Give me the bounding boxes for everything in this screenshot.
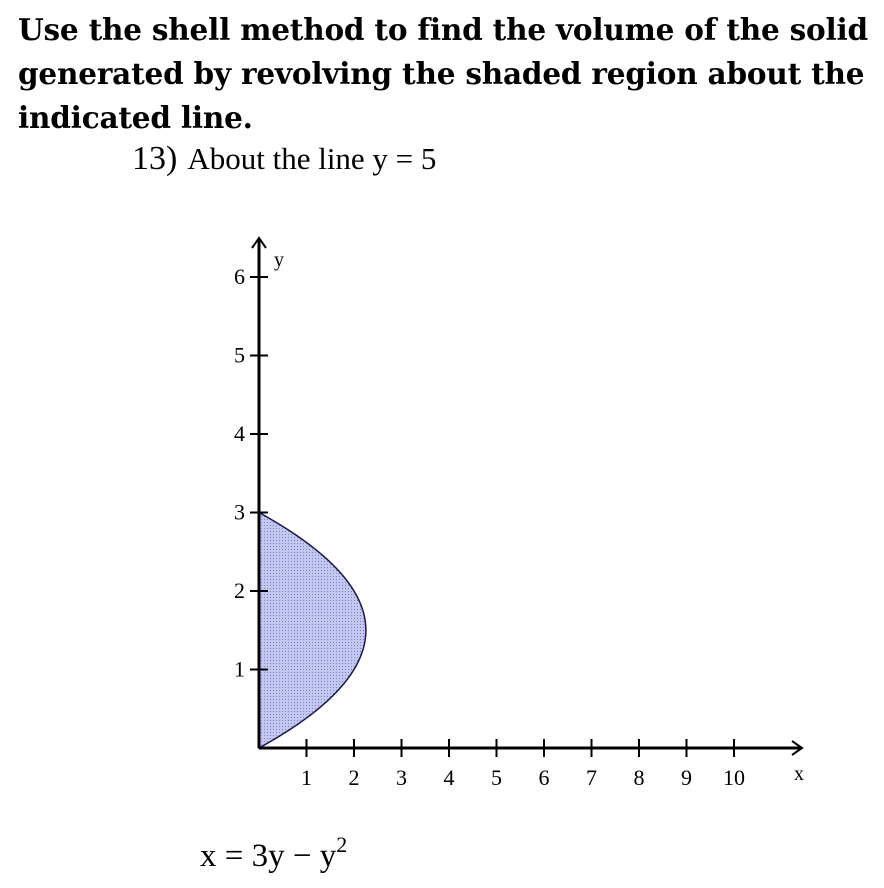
x-tick-label: 9 (681, 765, 692, 790)
shaded-region (259, 513, 366, 749)
x-tick-label: 7 (586, 765, 597, 790)
x-tick-label: 3 (396, 765, 407, 790)
x-tick-label: 1 (301, 765, 312, 790)
x-tick-label: 2 (348, 765, 360, 790)
problem-number: 13) (132, 140, 178, 177)
x-tick-label: 10 (723, 765, 745, 790)
x-tick-label: 6 (538, 765, 550, 790)
y-tick-label: 2 (234, 578, 245, 603)
y-tick-label: 3 (234, 499, 245, 525)
y-tick-label: 4 (234, 421, 245, 446)
y-tick-label: 1 (234, 656, 245, 682)
y-tick-label: 5 (234, 342, 245, 368)
x-tick-label: 4 (443, 765, 455, 790)
curve-equation (200, 832, 347, 875)
equation-exponent: 2 (336, 832, 348, 857)
x-axis-label: x (794, 763, 804, 785)
x-tick-label: 5 (491, 765, 502, 790)
x-tick-label: 8 (633, 765, 645, 790)
equation-lhs: x = 3y − y (200, 838, 337, 874)
y-axis-label: y (274, 249, 284, 271)
y-tick-label: 6 (234, 264, 245, 289)
instructions: Use the shell method to find the volume of the solid generated by revolving the shaded region about the indicated line. (18, 12, 868, 135)
problem-text: About the line y = 5 (187, 141, 437, 176)
